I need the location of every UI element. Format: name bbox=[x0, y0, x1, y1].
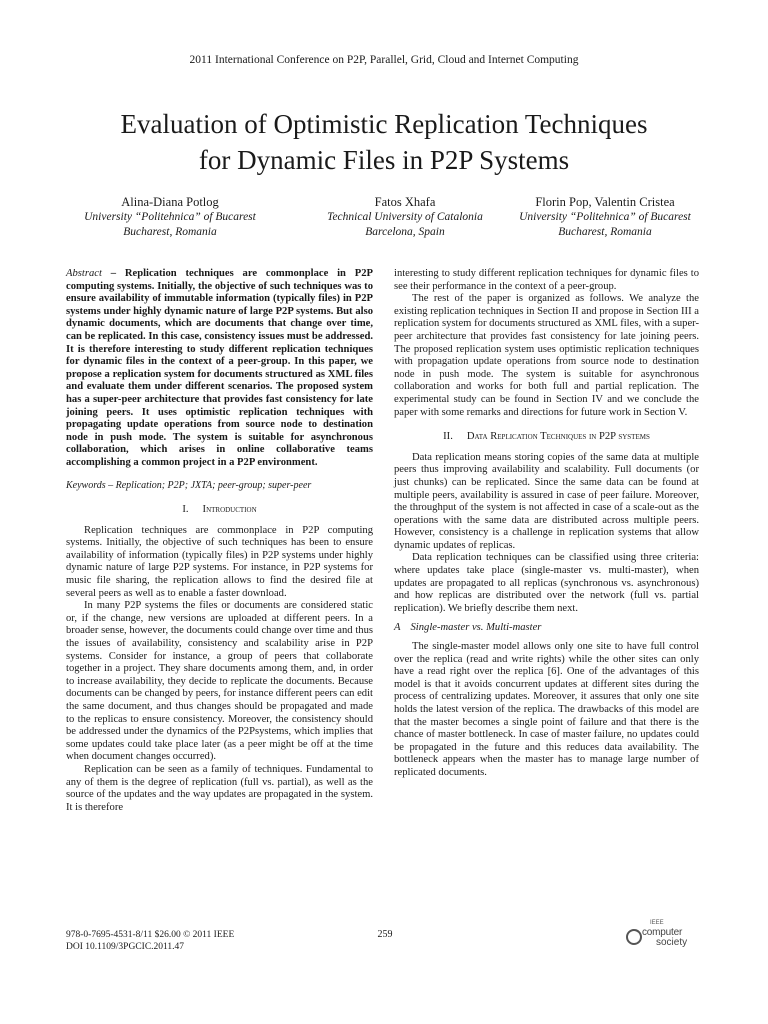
footer-isbn: 978-0-7695-4531-8/11 $26.00 © 2011 IEEE bbox=[66, 930, 235, 940]
author-block-2 bbox=[310, 194, 500, 240]
author-location: Bucharest, Romania bbox=[558, 226, 652, 238]
section-heading-1 bbox=[66, 504, 373, 517]
abstract bbox=[66, 268, 373, 470]
author-block-1 bbox=[70, 194, 270, 240]
paragraph: The single-master model allows only one site to have full control over the replica (read and write rights) while the other sites can only have a read right over the replica [6]. One of the advantages of this model is that it avoids concurrent updates at different sites during the process of centralizing updates. Moreover, it assures that only one site holds the latest version of the replica. The drawbacks of this model are that the master becomes a single point of failure and that there is the chance of master bottleneck. In case of master failure, no updates could be propagated in the future and this reduces data availability. The bottleneck appears when the master has to manage large number of replicated documents. bbox=[394, 641, 699, 778]
footer-copyright bbox=[66, 929, 234, 953]
right-column bbox=[394, 268, 699, 780]
author-affiliation: University “Politehnica” of Bucarest bbox=[519, 211, 691, 223]
paper-title bbox=[40, 106, 728, 178]
title-line-2: for Dynamic Files in P2P Systems bbox=[198, 145, 570, 175]
paragraph: Data replication techniques can be classified using three criteria: where updates take place (single-master vs. multi-master), when updates are propagated to all replicas (synchronous vs. asynchronous) and how replicas are distributed over the network (full vs. partial replication). We briefly describe them next. bbox=[394, 552, 699, 614]
paragraph: interesting to study different replication techniques for dynamic files to see their performance in the context of a peer-group. bbox=[394, 268, 699, 292]
paragraph: Replication can be seen as a family of techniques. Fundamental to any of them is the degree of replication (full vs. partial), as well as the source of the updates and the way updates are propagated in the system. It is therefore bbox=[66, 763, 373, 813]
author-name: Fatos Xhafa bbox=[374, 195, 436, 209]
paragraph: The rest of the paper is organized as follows. We analyze the existing replication techniques in Section II and propose in Section III a replication system for documents structured as XML files, with a super-peer architecture that provides fast consistency for late joining peers. The proposed replication system uses optimistic replication techniques with propagation update operations from source node to destination node in push mode. The system is suitable for asynchronous collaboration and works for both full and partial replication. The experimental study can be found in Section IV and we conclude the paper with some remarks and directions for future work in Section V. bbox=[394, 293, 699, 418]
abstract-text: – Replication techniques are commonplace in P2P computing systems. Initially, the objective of such techniques was to ensure availability of immutable information (typically files) in P2P systems under highly dynamic nature of large P2P systems. But also dynamic documents, which are documents that change over time, can be replicated. In this case, consistency issues must be addressed. It is therefore interesting to study different replication techniques for dynamic files in the context of a peer-group. In this paper, we propose a replication system for documents structured as XML files and evaluate them under different scenarios. The proposed system has a super-peer architecture that provides fast consistency for late joining peers. It uses optimistic replication techniques with propagating update operations from source node to destination node in push mode. The system is suitable for asynchronous collaboration, which arises in online collaborative teams accomplishing a common project in a P2P environment. bbox=[66, 268, 373, 468]
section-title: Introduction bbox=[202, 504, 257, 516]
author-location: Barcelona, Spain bbox=[365, 226, 445, 238]
subsection-number: A bbox=[394, 622, 401, 634]
section-heading-2 bbox=[394, 431, 699, 444]
section-number: I. bbox=[182, 504, 189, 516]
left-column bbox=[66, 268, 373, 814]
author-affiliation: Technical University of Catalonia bbox=[327, 211, 483, 223]
author-affiliation: University “Politehnica” of Bucarest bbox=[84, 211, 256, 223]
page-number: 259 bbox=[377, 929, 393, 940]
abstract-label: Abstract bbox=[66, 268, 102, 279]
ieee-computer-society-logo bbox=[626, 920, 706, 950]
conference-header: 2011 International Conference on P2P, Parallel, Grid, Cloud and Internet Computing bbox=[189, 54, 579, 66]
author-name: Florin Pop, Valentin Cristea bbox=[535, 195, 675, 209]
paragraph: Data replication means storing copies of the same data at multiple peers thus improving availability and scalability. Full documents (or just chunks) can be replicated. Since the same data can be found at multiple peers, availability is assured in case of peer failure. Moreover, the throughput of the system is not affected in case of a scale-out as the operations with the same data are distributed across multiple peers. However, consistency is a challenge in replication systems that allow dynamic updates of replicas. bbox=[394, 451, 699, 551]
subsection-heading-a bbox=[394, 622, 699, 635]
paragraph: Replication techniques are commonplace in P2P computing systems. Initially, the objective of such techniques has been to ensure availability of information (typically files) in P2P systems under highly dynamic nature of large P2P systems. For instance, in P2P systems for music file sharing, the replication allows to find the desired file at several peers as well as to enable a faster download. bbox=[66, 524, 373, 599]
author-location: Bucharest, Romania bbox=[123, 226, 217, 238]
title-line-1: Evaluation of Optimistic Replication Techniques bbox=[120, 109, 648, 139]
author-block-3 bbox=[505, 194, 705, 240]
footer-doi: DOI 10.1109/3PGCIC.2011.47 bbox=[66, 942, 185, 952]
logo-society-text: society bbox=[656, 937, 688, 948]
section-number: II. bbox=[443, 431, 453, 443]
paragraph: In many P2P systems the files or documents are considered static or, if the change, new versions are uploaded at different peers. In a broader sense, however, the documents could change over time and thus the issues of availability, consistency and scalability arise in P2P systems. Consider for instance, a group of peers that collaborate together in a project. They share documents among them, and, in order to increase availability, they decide to replicate the documents. Because documents can be changed by peers, for instance different peers can edit the same document, and thus changes should be propagated and made to the replicas to ensure consistency. Moreover, the consistency should be addressed under the dynamics of the P2Psystems, which implies that some updates could take place later (as a peer might be off at the time when document changes occurred). bbox=[66, 600, 373, 763]
subsection-title: Single-master vs. Multi-master bbox=[410, 622, 542, 634]
author-name: Alina-Diana Potlog bbox=[121, 195, 219, 209]
section-title: Data Replication Techniques in P2P systems bbox=[466, 431, 650, 443]
keywords: Keywords – Replication; P2P; JXTA; peer-group; super-peer bbox=[66, 479, 312, 491]
globe-icon bbox=[626, 929, 642, 945]
logo-computer-text: computer bbox=[642, 927, 683, 938]
logo-ieee-text: IEEE bbox=[650, 920, 664, 926]
